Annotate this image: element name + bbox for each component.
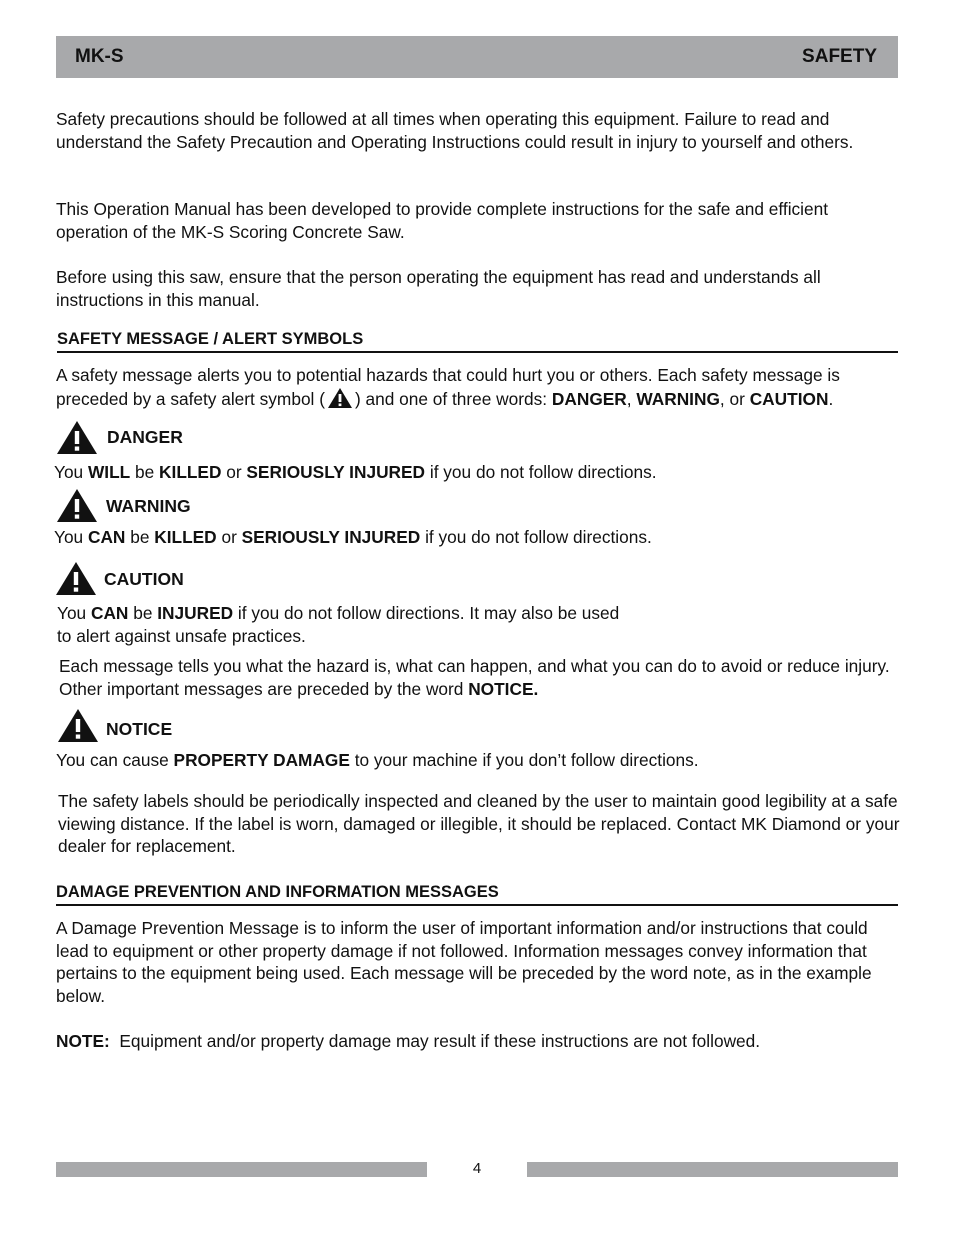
danger-text xyxy=(54,461,899,484)
caution-text-2: be xyxy=(128,603,158,623)
each-message-bold: NOTICE. xyxy=(468,678,539,699)
caution-label: CAUTION xyxy=(104,569,184,589)
footer-bar-right xyxy=(527,1162,898,1177)
danger-text-3: or xyxy=(221,462,247,482)
caution-text-line2: to alert against unsafe practices. xyxy=(57,625,306,646)
danger-text-4: if you do not follow directions. xyxy=(425,462,657,482)
each-message-text: Each message tells you what the hazard is, what can happen, and what you can do to avoid or reduce injury. Other important messages are preceded by the word xyxy=(59,656,890,699)
note-label: NOTE: xyxy=(56,1031,110,1051)
warning-bold-3: SERIOUSLY INJURED xyxy=(241,527,421,547)
section-title-damage-prevention: DAMAGE PREVENTION AND INFORMATION MESSAGES xyxy=(56,883,898,906)
note-paragraph xyxy=(56,1030,901,1053)
safety-labels-paragraph: The safety labels should be periodically inspected and cleaned by the user to maintain good legibility at a safe viewing distance. If the label is worn, damaged or illegible, it should be replaced. Contact MK Diamond or your dealer for replacement. xyxy=(58,791,900,856)
page-number: 4 xyxy=(472,1160,482,1177)
alert-intro-text-a: A safety message alerts you to potential hazards that could hurt you or others. Each safety message is preceded by a safety alert symbol ( xyxy=(56,365,840,409)
word-danger: DANGER xyxy=(551,388,627,409)
warning-text-4: if you do not follow directions. xyxy=(420,527,652,547)
intro-paragraph-2: This Operation Manual has been developed to provide complete instructions for the safe and efficient operation of the MK-S Scoring Concrete Saw. xyxy=(56,199,829,242)
caution-bold-1: CAN xyxy=(90,603,129,623)
danger-bold-1: WILL xyxy=(87,462,131,482)
header-model: MK-S xyxy=(75,46,124,67)
word-warning: WARNING xyxy=(636,388,720,409)
warning-bold-1: CAN xyxy=(87,527,126,547)
danger-bold-2: KILLED xyxy=(159,462,222,482)
header-bar xyxy=(56,36,898,78)
warning-label: WARNING xyxy=(106,496,191,516)
notice-text-1: You can cause xyxy=(56,750,174,770)
note-text: Equipment and/or property damage may result if these instructions are not followed. xyxy=(109,1031,761,1051)
notice-warning-icon xyxy=(57,708,99,748)
warning-warning-icon xyxy=(56,488,98,528)
warning-text-2: be xyxy=(125,527,155,547)
intro-paragraph-3: Before using this saw, ensure that the person operating the equipment has read and understands all instructions in this manual. xyxy=(56,267,821,310)
header-section: SAFETY xyxy=(802,46,877,67)
alert-intro-paragraph xyxy=(56,364,901,414)
danger-bold-3: SERIOUSLY INJURED xyxy=(246,462,426,482)
notice-bold-1: PROPERTY DAMAGE xyxy=(173,750,350,770)
caution-text xyxy=(57,602,902,647)
notice-text-2: to your machine if you don’t follow directions. xyxy=(349,750,699,770)
notice-label: NOTICE xyxy=(106,719,173,739)
punct-comma-or: , or xyxy=(719,388,750,409)
notice-text xyxy=(56,749,901,772)
punct-period: . xyxy=(828,388,834,409)
warning-text-3: or xyxy=(216,527,242,547)
warning-text-1: You xyxy=(54,527,88,547)
footer-bar-left xyxy=(56,1162,427,1177)
caution-text-1: You xyxy=(57,603,91,623)
warning-text xyxy=(54,526,899,549)
intro-paragraph-1: Safety precautions should be followed at all times when operating this equipment. Failure to read and understand the Safety Precaution and Operating Instructions could result in injury to yourself and others. xyxy=(56,109,854,152)
word-caution: CAUTION xyxy=(749,388,829,409)
punct-comma: , xyxy=(626,388,637,409)
danger-label: DANGER xyxy=(107,427,183,447)
warning-bold-2: KILLED xyxy=(154,527,217,547)
alert-intro-text-b: ) and one of three words: xyxy=(354,388,552,409)
caution-text-3: if you do not follow directions. It may also be used xyxy=(233,603,620,623)
damage-prevention-paragraph: A Damage Prevention Message is to inform the user of important information and/or instructions that could lead to equipment or other property damage if not followed. Information messages convey information that pertains to the equipment being used. Each message will be preceded by the word note, as in the example below. xyxy=(56,918,872,1006)
danger-text-1: You xyxy=(54,462,88,482)
danger-warning-icon xyxy=(56,420,98,460)
alert-triangle-icon xyxy=(327,387,353,415)
each-message-paragraph xyxy=(59,655,901,700)
caution-warning-icon xyxy=(55,561,97,601)
caution-bold-2: INJURED xyxy=(157,603,234,623)
danger-text-2: be xyxy=(130,462,160,482)
section-title-alert-symbols: SAFETY MESSAGE / ALERT SYMBOLS xyxy=(57,330,898,353)
